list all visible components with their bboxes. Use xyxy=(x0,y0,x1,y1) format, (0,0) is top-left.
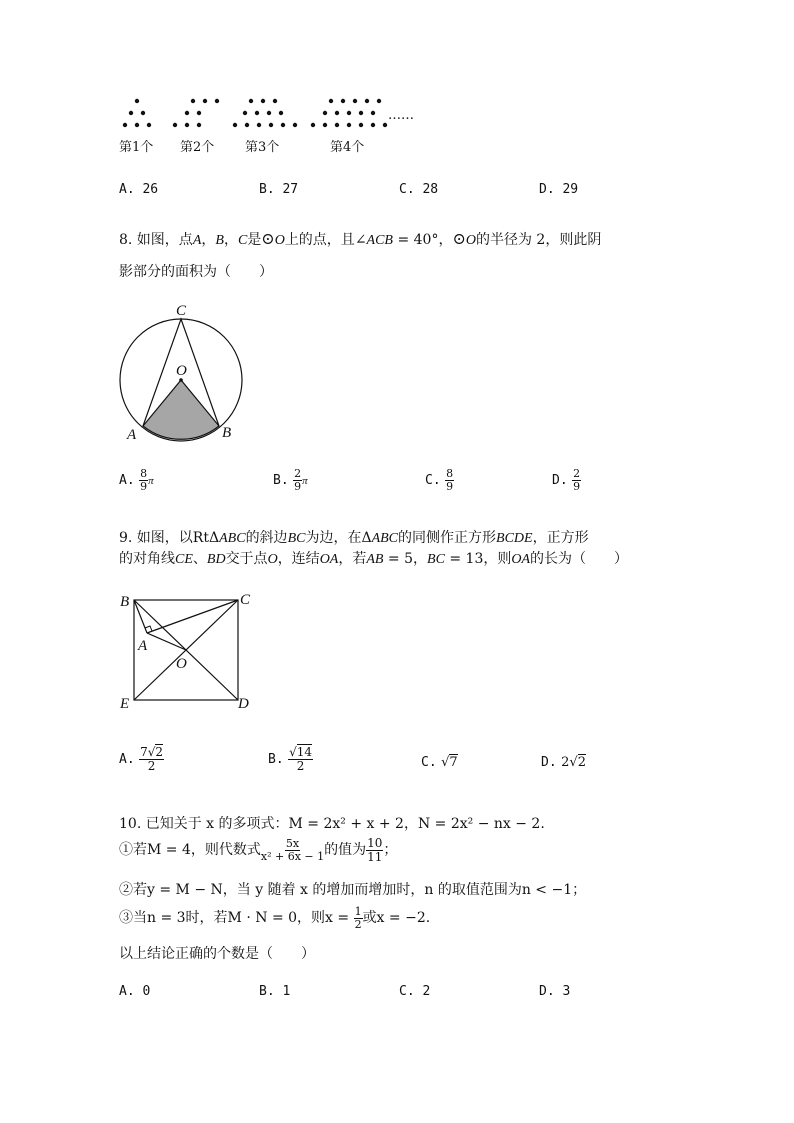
label-c: C xyxy=(240,592,251,608)
q10-statement-2: ②若y = M − N，当 y 随着 x 的增加而增加时，n 的取值范围为n < −1； xyxy=(119,882,587,898)
pattern-4 xyxy=(311,99,387,127)
pattern-3 xyxy=(233,99,297,127)
q8-option-b[interactable]: B. $\frac{2}{9}$ π xyxy=(273,467,308,493)
q8-stem-line1: 8. 如图，点A，B，C是⊙O上的点，且∠ACB = 40°，⊙O的半径为 2，则此阴 xyxy=(119,229,602,248)
q8-figure xyxy=(112,298,252,448)
q7-option-a[interactable]: A. 26 xyxy=(119,182,159,197)
pattern-ellipsis: …… xyxy=(388,108,414,123)
label-b: B xyxy=(120,594,130,610)
q10-option-c[interactable]: C. 2 xyxy=(399,984,431,999)
q9-option-b[interactable]: B. $\frac{√14}{2}$ xyxy=(268,745,313,773)
q7-option-b[interactable]: B. 27 xyxy=(259,182,299,197)
q8-stem-line2: 影部分的面积为（ ） xyxy=(119,264,273,280)
label-e: E xyxy=(120,696,130,712)
q7-option-d[interactable]: D. 29 xyxy=(539,182,579,197)
dot-pattern-figure xyxy=(115,92,435,132)
q10-stem: 10. 已知关于 x 的多项式：M = 2x² + x + 2，N = 2x² − nx − 2. xyxy=(119,816,545,832)
pattern-label-1: 第1个 xyxy=(119,140,154,155)
q10-option-a[interactable]: A. 0 xyxy=(119,984,151,999)
label-a: A xyxy=(127,427,137,443)
circle-dot-icon: ⊙ xyxy=(452,229,466,248)
q9-option-a[interactable]: A. $\frac{7√2}{2}$ xyxy=(119,745,164,773)
q9-stem-line2: 的对角线CE、BD交于点O，连结OA，若AB = 5，BC = 13，则OA的长为（ ） xyxy=(119,551,629,567)
q10-statement-1: ①若M = 4，则代数式 $\frac{5x}{\text{x² + 6x − 1}}$ 的值为 $\frac{10}{11}$ ； xyxy=(119,836,398,864)
q8-option-d[interactable]: D. $\frac{2}{9}$ xyxy=(552,467,581,493)
q10-option-d[interactable]: D. 3 xyxy=(539,984,571,999)
circle-dot-icon: ⊙ xyxy=(261,229,275,248)
q8-option-c[interactable]: C. $\frac{8}{9}$ xyxy=(425,467,454,493)
q7-option-c[interactable]: C. 28 xyxy=(399,182,439,197)
label-a: A xyxy=(138,638,148,654)
q9-stem-line1: 9. 如图，以RtΔABC的斜边BC为边，在ΔABC的同侧作正方形BCDE，正方形 xyxy=(119,530,589,546)
label-o: O xyxy=(176,363,187,379)
pattern-label-3: 第3个 xyxy=(245,140,280,155)
q9-figure xyxy=(112,588,262,713)
q9-option-c[interactable]: C. √7 xyxy=(421,755,458,770)
q10-option-b[interactable]: B. 1 xyxy=(259,984,291,999)
q8-option-a[interactable]: A. $\frac{8}{9}$ π xyxy=(119,467,154,493)
label-b: B xyxy=(222,425,232,441)
q9-option-d[interactable]: D. 2√2 xyxy=(541,755,586,770)
pattern-label-4: 第4个 xyxy=(330,140,365,155)
q10-conclusion: 以上结论正确的个数是（ ） xyxy=(119,946,315,962)
pattern-1 xyxy=(123,99,151,127)
q10-statement-3: ③当n = 3时，若M · N = 0，则x = $\frac{1}{2}$ 或x = −2. xyxy=(119,905,431,931)
pattern-label-2: 第2个 xyxy=(180,140,215,155)
label-o: O xyxy=(176,656,187,672)
label-d: D xyxy=(238,696,249,712)
pattern-2 xyxy=(173,99,219,127)
label-c: C xyxy=(176,303,187,319)
